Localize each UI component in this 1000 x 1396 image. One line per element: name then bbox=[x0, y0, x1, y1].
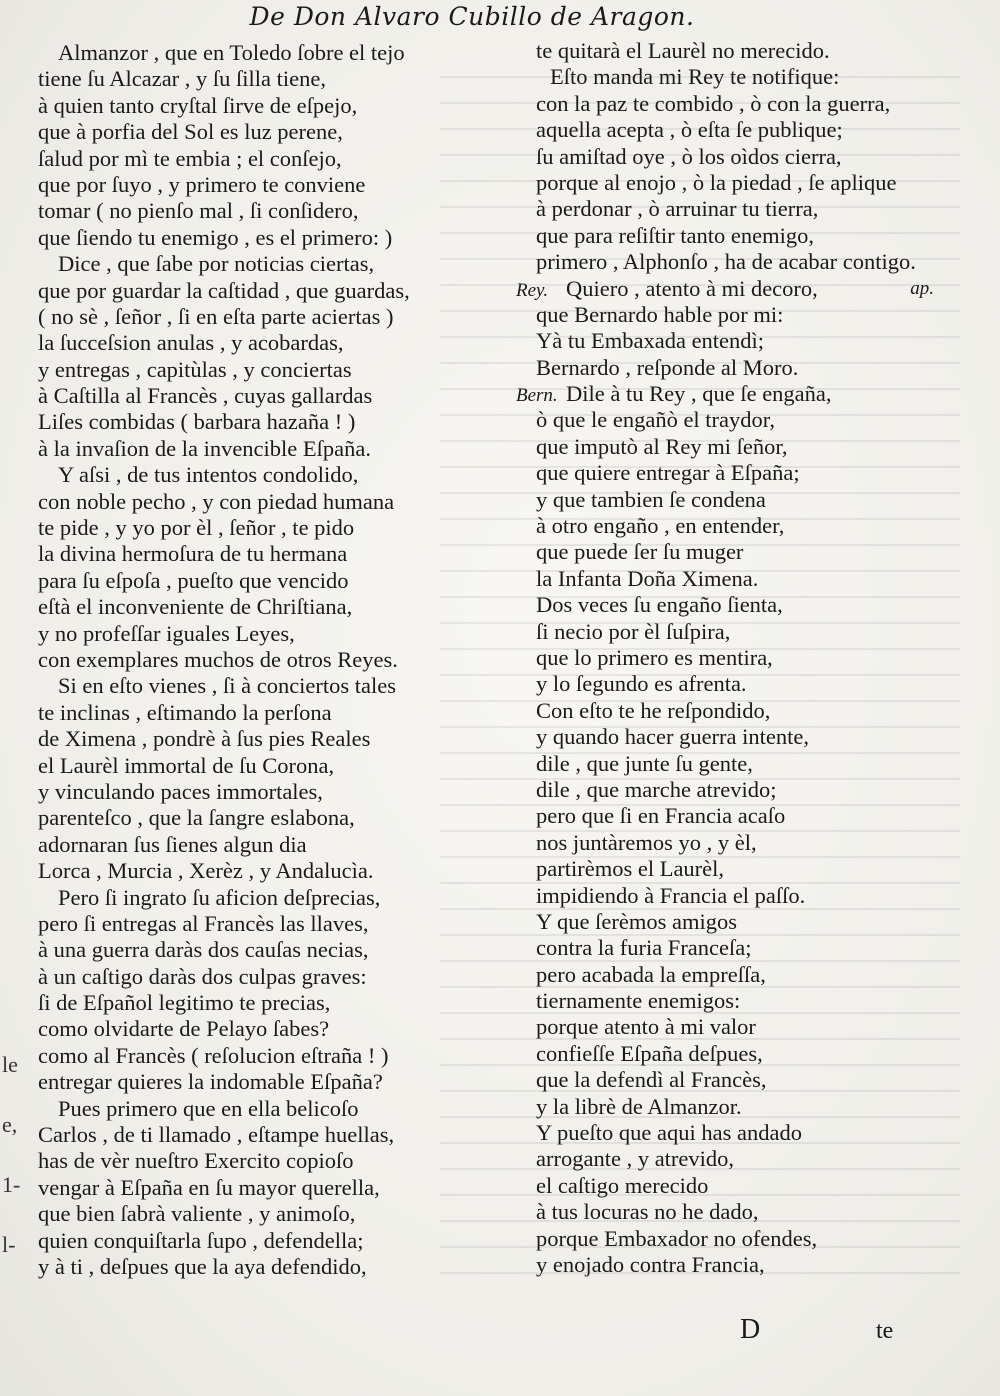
verse-line bbox=[516, 64, 986, 90]
verse-line bbox=[38, 1122, 508, 1148]
verse-line bbox=[516, 856, 986, 882]
verse-line bbox=[516, 407, 986, 433]
verse-line bbox=[38, 1148, 508, 1174]
verse-text: que lo primero es mentira, bbox=[536, 644, 773, 670]
verse-line bbox=[38, 278, 508, 304]
verse-line bbox=[516, 276, 986, 302]
verse-line bbox=[516, 513, 986, 539]
verse-line bbox=[38, 225, 508, 251]
verse-line bbox=[38, 964, 508, 990]
verse-line bbox=[516, 460, 986, 486]
verse-text: à quien tanto cryſtal ſirve de eſpejo, bbox=[38, 92, 358, 118]
verse-text: tiernamente enemigos: bbox=[536, 988, 741, 1014]
verse-text: Pero ſi ingrato ſu aficion deſprecias, bbox=[58, 884, 381, 910]
verse-line bbox=[38, 383, 508, 409]
verse-text: Dos veces ſu engaño ſienta, bbox=[536, 592, 783, 618]
verse-text: ſalud por mì te embia ; el conſejo, bbox=[38, 145, 342, 171]
verse-text: à perdonar , ò arruinar tu tierra, bbox=[536, 196, 819, 222]
verse-line bbox=[38, 198, 508, 224]
verse-line bbox=[38, 1175, 508, 1201]
verse-text: eſtà el inconveniente de Chriſtiana, bbox=[38, 594, 353, 620]
verse-text: à tus locuras no he dado, bbox=[536, 1199, 759, 1225]
verse-text: dile , que marche atrevido; bbox=[536, 776, 777, 802]
verse-line bbox=[38, 93, 508, 119]
verse-line bbox=[38, 673, 508, 699]
verse-line bbox=[516, 988, 986, 1014]
verse-line bbox=[38, 805, 508, 831]
verse-line bbox=[516, 1146, 986, 1172]
verse-line bbox=[516, 883, 986, 909]
margin-mark: l- bbox=[2, 1232, 16, 1257]
verse-line bbox=[516, 1252, 986, 1278]
verse-line bbox=[38, 172, 508, 198]
verse-line bbox=[516, 1014, 986, 1040]
signature-mark: D bbox=[740, 1314, 761, 1345]
verse-text: que à porfia del Sol es luz perene, bbox=[38, 119, 343, 145]
verse-line bbox=[516, 1120, 986, 1146]
speaker-label: Rey. bbox=[516, 279, 549, 301]
verse-text: te quitarà el Laurèl no merecido. bbox=[536, 38, 830, 63]
verse-line bbox=[38, 990, 508, 1016]
verse-text: Con eſto te he reſpondido, bbox=[536, 697, 771, 723]
verse-line bbox=[38, 1069, 508, 1095]
verse-text: contra la furia Franceſa; bbox=[536, 935, 752, 961]
left-text-column bbox=[38, 40, 508, 1280]
verse-line bbox=[516, 381, 986, 407]
verse-text: pero acabada la empreſſa, bbox=[536, 961, 766, 987]
verse-text: à Caſtilla al Francès , cuyas gallardas bbox=[38, 383, 373, 409]
verse-text: Bernardo , reſponde al Moro. bbox=[536, 354, 799, 380]
verse-text: dile , que junte ſu gente, bbox=[536, 750, 753, 776]
verse-line bbox=[38, 885, 508, 911]
verse-text: Liſes combidas ( barbara hazaña ! ) bbox=[38, 409, 356, 435]
verse-text: tomar ( no pienſo mal , ſi conſidero, bbox=[38, 198, 359, 224]
verse-line bbox=[38, 119, 508, 145]
verse-line bbox=[516, 671, 986, 697]
verse-line bbox=[38, 462, 508, 488]
verse-text: pero que ſi en Francia acaſo bbox=[536, 803, 786, 829]
verse-text: Y aſsi , de tus intentos condolido, bbox=[58, 462, 359, 488]
verse-text: y lo ſegundo es afrenta. bbox=[536, 671, 747, 697]
verse-text: Carlos , de ti llamado , eſtampe huellas, bbox=[38, 1122, 395, 1148]
verse-text: arrogante , y atrevido, bbox=[536, 1146, 735, 1172]
verse-line bbox=[516, 117, 986, 143]
verse-text: que por ſuyo , y primero te conviene bbox=[38, 171, 366, 197]
verse-text: quien conquiſtarla ſupo , defendella; bbox=[38, 1227, 364, 1253]
verse-line bbox=[516, 38, 986, 64]
verse-text: de Ximena , pondrè à ſus pies Reales bbox=[38, 726, 371, 752]
verse-line bbox=[516, 487, 986, 513]
verse-line bbox=[516, 91, 986, 117]
verse-text: adornaran ſus ſienes algun dia bbox=[38, 831, 307, 857]
verse-line bbox=[516, 328, 986, 354]
verse-text: que la defendì al Francès, bbox=[536, 1067, 767, 1093]
verse-text: y no profeſſar iguales Leyes, bbox=[38, 620, 295, 646]
verse-line bbox=[516, 777, 986, 803]
verse-text: pero ſi entregas al Francès las llaves, bbox=[38, 910, 369, 936]
verse-text: Dile à tu Rey , que ſe engaña, bbox=[566, 381, 832, 407]
verse-text: Quiero , atento à mi decoro, bbox=[566, 275, 818, 301]
verse-line bbox=[516, 751, 986, 777]
verse-line bbox=[38, 1096, 508, 1122]
verse-line bbox=[516, 1226, 986, 1252]
verse-text: que ſiendo tu enemigo , es el primero: ) bbox=[38, 224, 393, 250]
verse-line bbox=[516, 592, 986, 618]
verse-line bbox=[38, 304, 508, 330]
verse-text: entregar quieres la indomable Eſpaña? bbox=[38, 1069, 383, 1095]
verse-line bbox=[516, 698, 986, 724]
verse-text: la divina hermoſura de tu hermana bbox=[38, 541, 348, 567]
verse-text: à una guerra daràs dos cauſas necias, bbox=[38, 937, 369, 963]
verse-line bbox=[516, 196, 986, 222]
verse-line bbox=[516, 645, 986, 671]
verse-text: ò que le engañò el traydor, bbox=[536, 407, 776, 433]
verse-line bbox=[38, 251, 508, 277]
verse-text: ſu amiſtad oye , ò los oìdos cierra, bbox=[536, 143, 842, 169]
verse-text: la Infanta Doña Ximena. bbox=[536, 565, 759, 591]
speaker-label: Bern. bbox=[516, 385, 558, 407]
verse-text: Eſto manda mi Rey te notifique: bbox=[550, 64, 840, 90]
verse-text: y quando hacer guerra intente, bbox=[536, 724, 809, 750]
verse-text: porque Embaxador no ofendes, bbox=[536, 1225, 818, 1251]
verse-text: ſi de Eſpañol legitimo te precias, bbox=[38, 990, 331, 1016]
verse-line bbox=[38, 66, 508, 92]
verse-line bbox=[516, 223, 986, 249]
verse-line bbox=[516, 803, 986, 829]
verse-line bbox=[516, 724, 986, 750]
verse-text: el Laurèl immortal de ſu Corona, bbox=[38, 752, 335, 778]
margin-mark: 1- bbox=[2, 1172, 21, 1197]
verse-line bbox=[516, 302, 986, 328]
verse-line bbox=[516, 170, 986, 196]
verse-text: ( no sè , ſeñor , ſi en eſta parte aciertas ) bbox=[38, 303, 394, 329]
verse-line bbox=[38, 937, 508, 963]
verse-line bbox=[38, 40, 508, 66]
verse-text: que puede ſer ſu muger bbox=[536, 539, 744, 565]
verse-text: y la librè de Almanzor. bbox=[536, 1093, 742, 1119]
verse-text: y entregas , capitùlas , y conciertas bbox=[38, 356, 352, 382]
verse-line bbox=[516, 539, 986, 565]
verse-text: Pues primero que en ella belicoſo bbox=[58, 1095, 359, 1121]
verse-text: parenteſco , que la ſangre eslabona, bbox=[38, 805, 355, 831]
verse-text: y que tambien ſe condena bbox=[536, 486, 766, 512]
verse-line bbox=[38, 541, 508, 567]
verse-line bbox=[38, 1254, 508, 1280]
verse-line bbox=[516, 619, 986, 645]
verse-text: partirèmos el Laurèl, bbox=[536, 856, 725, 882]
verse-text: Y que ſerèmos amigos bbox=[536, 908, 737, 934]
verse-line bbox=[38, 436, 508, 462]
verse-line bbox=[516, 830, 986, 856]
verse-text: impidiendo à Francia el paſſo. bbox=[536, 882, 806, 908]
verse-text: la ſucceſsion anulas , y acobardas, bbox=[38, 330, 344, 356]
verse-text: Yà tu Embaxada entendì; bbox=[536, 328, 765, 354]
verse-text: que quiere entregar à Eſpaña; bbox=[536, 460, 800, 486]
left-margin-marks bbox=[2, 1052, 20, 1292]
verse-text: y enojado contra Francia, bbox=[536, 1251, 765, 1277]
verse-text: Dice , que ſabe por noticias ciertas, bbox=[58, 251, 375, 277]
verse-text: Si en eſto vienes , ſi à conciertos tales bbox=[58, 673, 397, 699]
verse-text: ſi necio por èl ſuſpira, bbox=[536, 618, 731, 644]
verse-line bbox=[516, 566, 986, 592]
verse-line bbox=[38, 832, 508, 858]
catchword: te bbox=[876, 1318, 894, 1344]
verse-text: como olvidarte de Pelayo ſabes? bbox=[38, 1016, 330, 1042]
running-header bbox=[0, 2, 1000, 31]
verse-text: el caſtigo merecido bbox=[536, 1172, 709, 1198]
verse-line bbox=[38, 1016, 508, 1042]
verse-line bbox=[516, 434, 986, 460]
verse-text: tiene ſu Alcazar , y ſu ſilla tiene, bbox=[38, 66, 327, 92]
verse-text: porque al enojo , ò la piedad , ſe aplique bbox=[536, 169, 897, 195]
verse-line bbox=[38, 647, 508, 673]
verse-text: con la paz te combido , ò con la guerra, bbox=[536, 90, 891, 116]
verse-line bbox=[38, 568, 508, 594]
verse-line bbox=[38, 858, 508, 884]
verse-line bbox=[38, 489, 508, 515]
verse-text: à un caſtigo daràs dos culpas graves: bbox=[38, 963, 367, 989]
verse-text: con noble pecho , y con piedad humana bbox=[38, 488, 395, 514]
right-text-column bbox=[516, 38, 986, 1278]
verse-line bbox=[38, 330, 508, 356]
verse-text: has de vèr nueſtro Exercito copioſo bbox=[38, 1148, 354, 1174]
verse-line bbox=[516, 249, 986, 275]
verse-line bbox=[38, 1043, 508, 1069]
verse-line bbox=[38, 1201, 508, 1227]
verse-line bbox=[516, 1094, 986, 1120]
verse-line bbox=[38, 594, 508, 620]
verse-text: que Bernardo hable por mi: bbox=[536, 301, 784, 327]
verse-text: te inclinas , eſtimando la perſona bbox=[38, 699, 332, 725]
stage-aside: ap. bbox=[910, 277, 934, 299]
verse-text: primero , Alphonſo , ha de acabar contigo. bbox=[536, 249, 916, 275]
verse-line bbox=[516, 935, 986, 961]
verse-line bbox=[516, 962, 986, 988]
verse-line bbox=[38, 515, 508, 541]
running-title: De Don Alvaro Cubillo de Aragon. bbox=[249, 2, 695, 31]
verse-line bbox=[516, 144, 986, 170]
verse-text: Almanzor , que en Toledo ſobre el tejo bbox=[58, 40, 405, 65]
verse-text: para ſu eſpoſa , pueſto que vencido bbox=[38, 567, 349, 593]
verse-line bbox=[516, 1067, 986, 1093]
verse-line bbox=[38, 621, 508, 647]
verse-text: Lorca , Murcia , Xerèz , y Andalucìa. bbox=[38, 858, 374, 884]
verse-line bbox=[38, 911, 508, 937]
verse-line bbox=[38, 409, 508, 435]
verse-text: vengar à Eſpaña en ſu mayor querella, bbox=[38, 1174, 380, 1200]
verse-line bbox=[516, 1199, 986, 1225]
margin-mark: le bbox=[2, 1052, 18, 1077]
verse-text: que bien ſabrà valiente , y animoſo, bbox=[38, 1201, 356, 1227]
verse-text: que para reſiſtir tanto enemigo, bbox=[536, 222, 815, 248]
verse-text: porque atento à mi valor bbox=[536, 1014, 756, 1040]
verse-text: con exemplares muchos de otros Reyes. bbox=[38, 646, 398, 672]
verse-text: confieſſe Eſpaña deſpues, bbox=[536, 1040, 763, 1066]
verse-text: como al Francès ( reſolucion eſtraña ! ) bbox=[38, 1042, 389, 1068]
verse-line bbox=[516, 1041, 986, 1067]
verse-line bbox=[38, 726, 508, 752]
verse-text: aquella acepta , ò eſta ſe publique; bbox=[536, 117, 843, 143]
verse-line bbox=[38, 146, 508, 172]
verse-text: à la invaſion de la invencible Eſpaña. bbox=[38, 435, 371, 461]
verse-line bbox=[38, 357, 508, 383]
verse-text: à otro engaño , en entender, bbox=[536, 513, 785, 539]
verse-text: que imputò al Rey mi ſeñor, bbox=[536, 433, 788, 459]
verse-line bbox=[38, 779, 508, 805]
verse-text: te pide , y yo por èl , ſeñor , te pido bbox=[38, 515, 355, 541]
margin-mark: e, bbox=[2, 1112, 18, 1137]
verse-line bbox=[516, 355, 986, 381]
verse-line bbox=[38, 753, 508, 779]
verse-text: que por guardar la caſtidad , que guardas, bbox=[38, 277, 410, 303]
verse-line bbox=[38, 1228, 508, 1254]
verse-text: y vinculando paces immortales, bbox=[38, 778, 323, 804]
verse-line bbox=[38, 700, 508, 726]
verse-text: nos juntàremos yo , y èl, bbox=[536, 829, 757, 855]
verse-text: Y pueſto que aqui has andado bbox=[536, 1120, 802, 1146]
verse-text: y à ti , deſpues que la aya defendido, bbox=[38, 1253, 367, 1279]
verse-line bbox=[516, 909, 986, 935]
verse-line bbox=[516, 1173, 986, 1199]
